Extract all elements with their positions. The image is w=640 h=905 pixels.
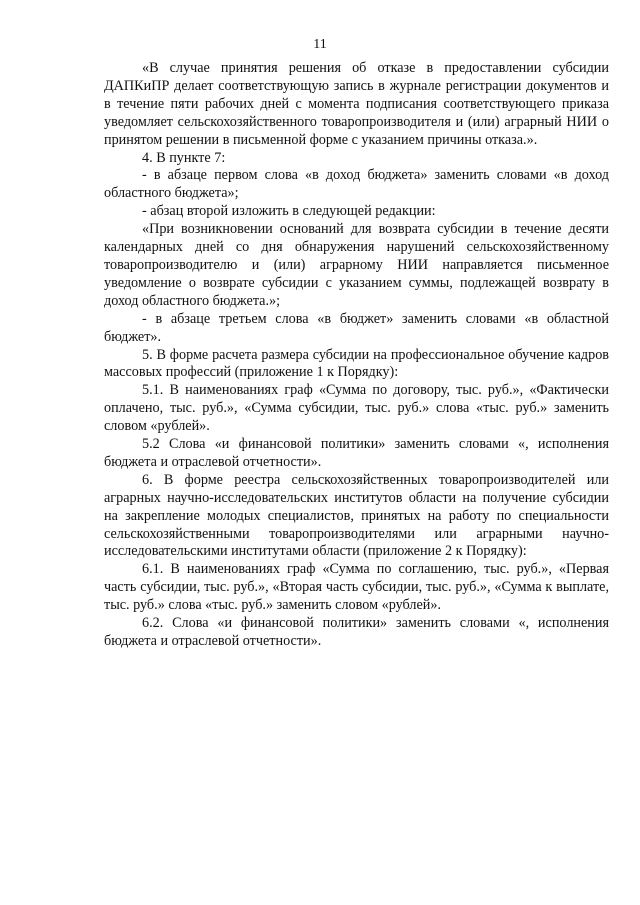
paragraph-item-6-2: 6.2. Слова «и финансовой политики» заменить словами «, исполнения бюджета и отраслевой отчетности». <box>104 615 609 649</box>
page-number: 11 <box>313 37 327 52</box>
paragraph-item-4-second: - абзац второй изложить в следующей редакции: <box>142 203 436 220</box>
paragraph-item-6: 6. В форме реестра сельскохозяйственных товаропроизводителей или аграрных научно-исследовательских институтов области на получение субсидии на закрепление молодых специалистов, принятых на работу по специальности сельскохозяйственными товаропроизводителями или аграрными научно-исследовательскими институтами области (приложение 2 к Порядку): <box>104 471 609 560</box>
paragraph-item-6-1: 6.1. В наименованиях граф «Сумма по соглашению, тыс. руб.», «Первая часть субсидии, тыс. руб.», «Вторая часть субсидии, тыс. руб.», «Сумма к выплате, тыс. руб.» слова «тыс. руб.» заменить словом «рублей». <box>104 561 609 614</box>
document-body <box>104 60 609 651</box>
paragraph-item-4-third: - в абзаце третьем слова «в бюджет» заменить словами «в областной бюджет». <box>104 310 609 345</box>
paragraph-item-5-2: 5.2 Слова «и финансовой политики» заменить словами «, исполнения бюджета и отраслевой отчетности». <box>104 436 609 470</box>
paragraph-item-4: 4. В пункте 7: <box>142 149 226 166</box>
paragraph-item-5: 5. В форме расчета размера субсидии на профессиональное обучение кадров массовых профессий (приложение 1 к Порядку): <box>104 346 609 381</box>
paragraph-item-5-1: 5.1. В наименованиях граф «Сумма по договору, тыс. руб.», «Фактически оплачено, тыс. руб.», «Сумма субсидии, тыс. руб.» слова «тыс. руб.» заменить словом «рублей». <box>104 382 609 435</box>
paragraph-item-4-first: - в абзаце первом слова «в доход бюджета» заменить словами «в доход областного бюджета»; <box>104 167 609 202</box>
paragraph-refund-notice: «При возникновении оснований для возврата субсидии в течение десяти календарных дней со дня обнаружения нарушений сельскохозяйственному товаропроизводителю и (или) аграрному НИИ направляется письменное уведомление о возврате субсидии с указанием суммы, подлежащей возврату в доход областного бюджета.»; <box>104 221 609 309</box>
paragraph-refusal-notice: «В случае принятия решения об отказе в предоставлении субсидии ДАПКиПР делает соответствующую запись в журнале регистрации документов и в течение пяти рабочих дней с момента подписания соответствующего приказа уведомляет сельскохозяйственного товаропроизводителя и (или) аграрный НИИ о принятом решении в письменной форме с указанием причины отказа.». <box>104 60 609 148</box>
